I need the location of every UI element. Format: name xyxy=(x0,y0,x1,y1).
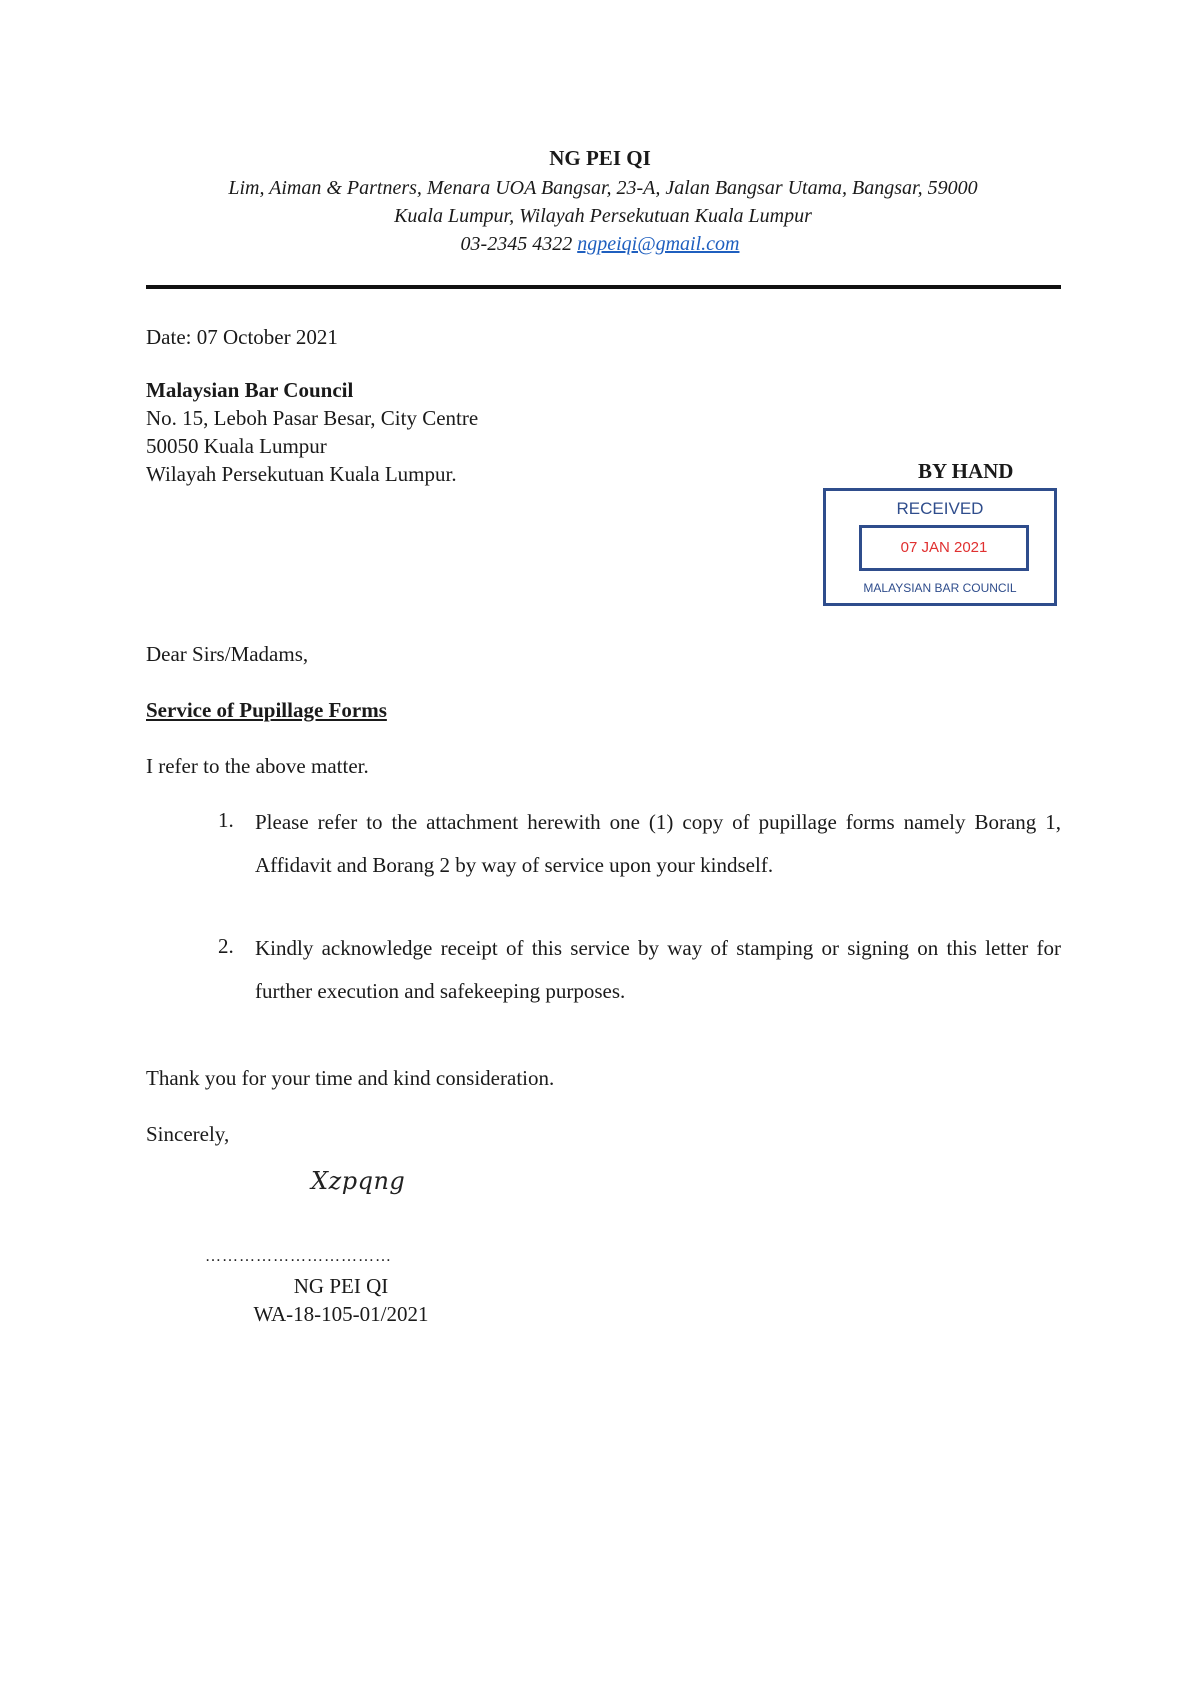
signature-dotted-line: …………………………… xyxy=(205,1248,392,1265)
sender-contact xyxy=(0,233,1200,256)
handwritten-signature: Xzpqng xyxy=(311,1167,406,1195)
delivery-method: BY HAND xyxy=(918,459,1014,483)
recipient-address-line1: No. 15, Leboh Pasar Besar, City Centre xyxy=(146,406,479,430)
sender-phone: 03-2345 4322 xyxy=(460,233,573,255)
salutation: Dear Sirs/Madams, xyxy=(146,642,309,666)
intro-paragraph: I refer to the above matter. xyxy=(146,754,369,778)
letter-date: Date: 07 October 2021 xyxy=(146,325,338,349)
stamp-title: RECEIVED xyxy=(896,499,984,518)
stamp-date: 07 JAN 2021 xyxy=(900,539,988,556)
sender-name: NG PEI QI xyxy=(549,146,651,170)
recipient-address-line3: Wilayah Persekutuan Kuala Lumpur. xyxy=(146,462,457,486)
list-item-text: Kindly acknowledge receipt of this service by way of stamping or signing on this letter for further execution and safekeeping purposes. xyxy=(255,936,1061,1003)
subject-heading: Service of Pupillage Forms xyxy=(146,698,387,722)
recipient-address-line2: 50050 Kuala Lumpur xyxy=(146,434,327,458)
header-divider xyxy=(146,285,1061,289)
sender-address-line1: Lim, Aiman & Partners, Menara UOA Bangsar, 23-A, Jalan Bangsar Utama, Bangsar, 59000 xyxy=(228,177,978,199)
sender-email-link[interactable]: ngpeiqi@gmail.com xyxy=(577,233,740,255)
recipient-name: Malaysian Bar Council xyxy=(146,378,354,402)
sign-off: Sincerely, xyxy=(146,1122,230,1146)
signatory-reference: WA-18-105-01/2021 xyxy=(253,1302,429,1326)
signatory-name: NG PEI QI xyxy=(293,1274,389,1298)
closing-paragraph: Thank you for your time and kind consideration. xyxy=(146,1066,555,1090)
list-item-number: 1. xyxy=(218,808,234,832)
stamp-date-box xyxy=(859,525,1029,571)
list-item-number: 2. xyxy=(218,934,234,958)
list-item-text: Please refer to the attachment herewith one (1) copy of pupillage forms namely Borang 1, Affidavit and Borang 2 by way of service upon your kindself. xyxy=(255,810,1061,877)
stamp-organization: MALAYSIAN BAR COUNCIL xyxy=(863,581,1017,595)
received-stamp xyxy=(823,488,1057,606)
sender-address-line2: Kuala Lumpur, Wilayah Persekutuan Kuala Lumpur xyxy=(394,205,812,227)
